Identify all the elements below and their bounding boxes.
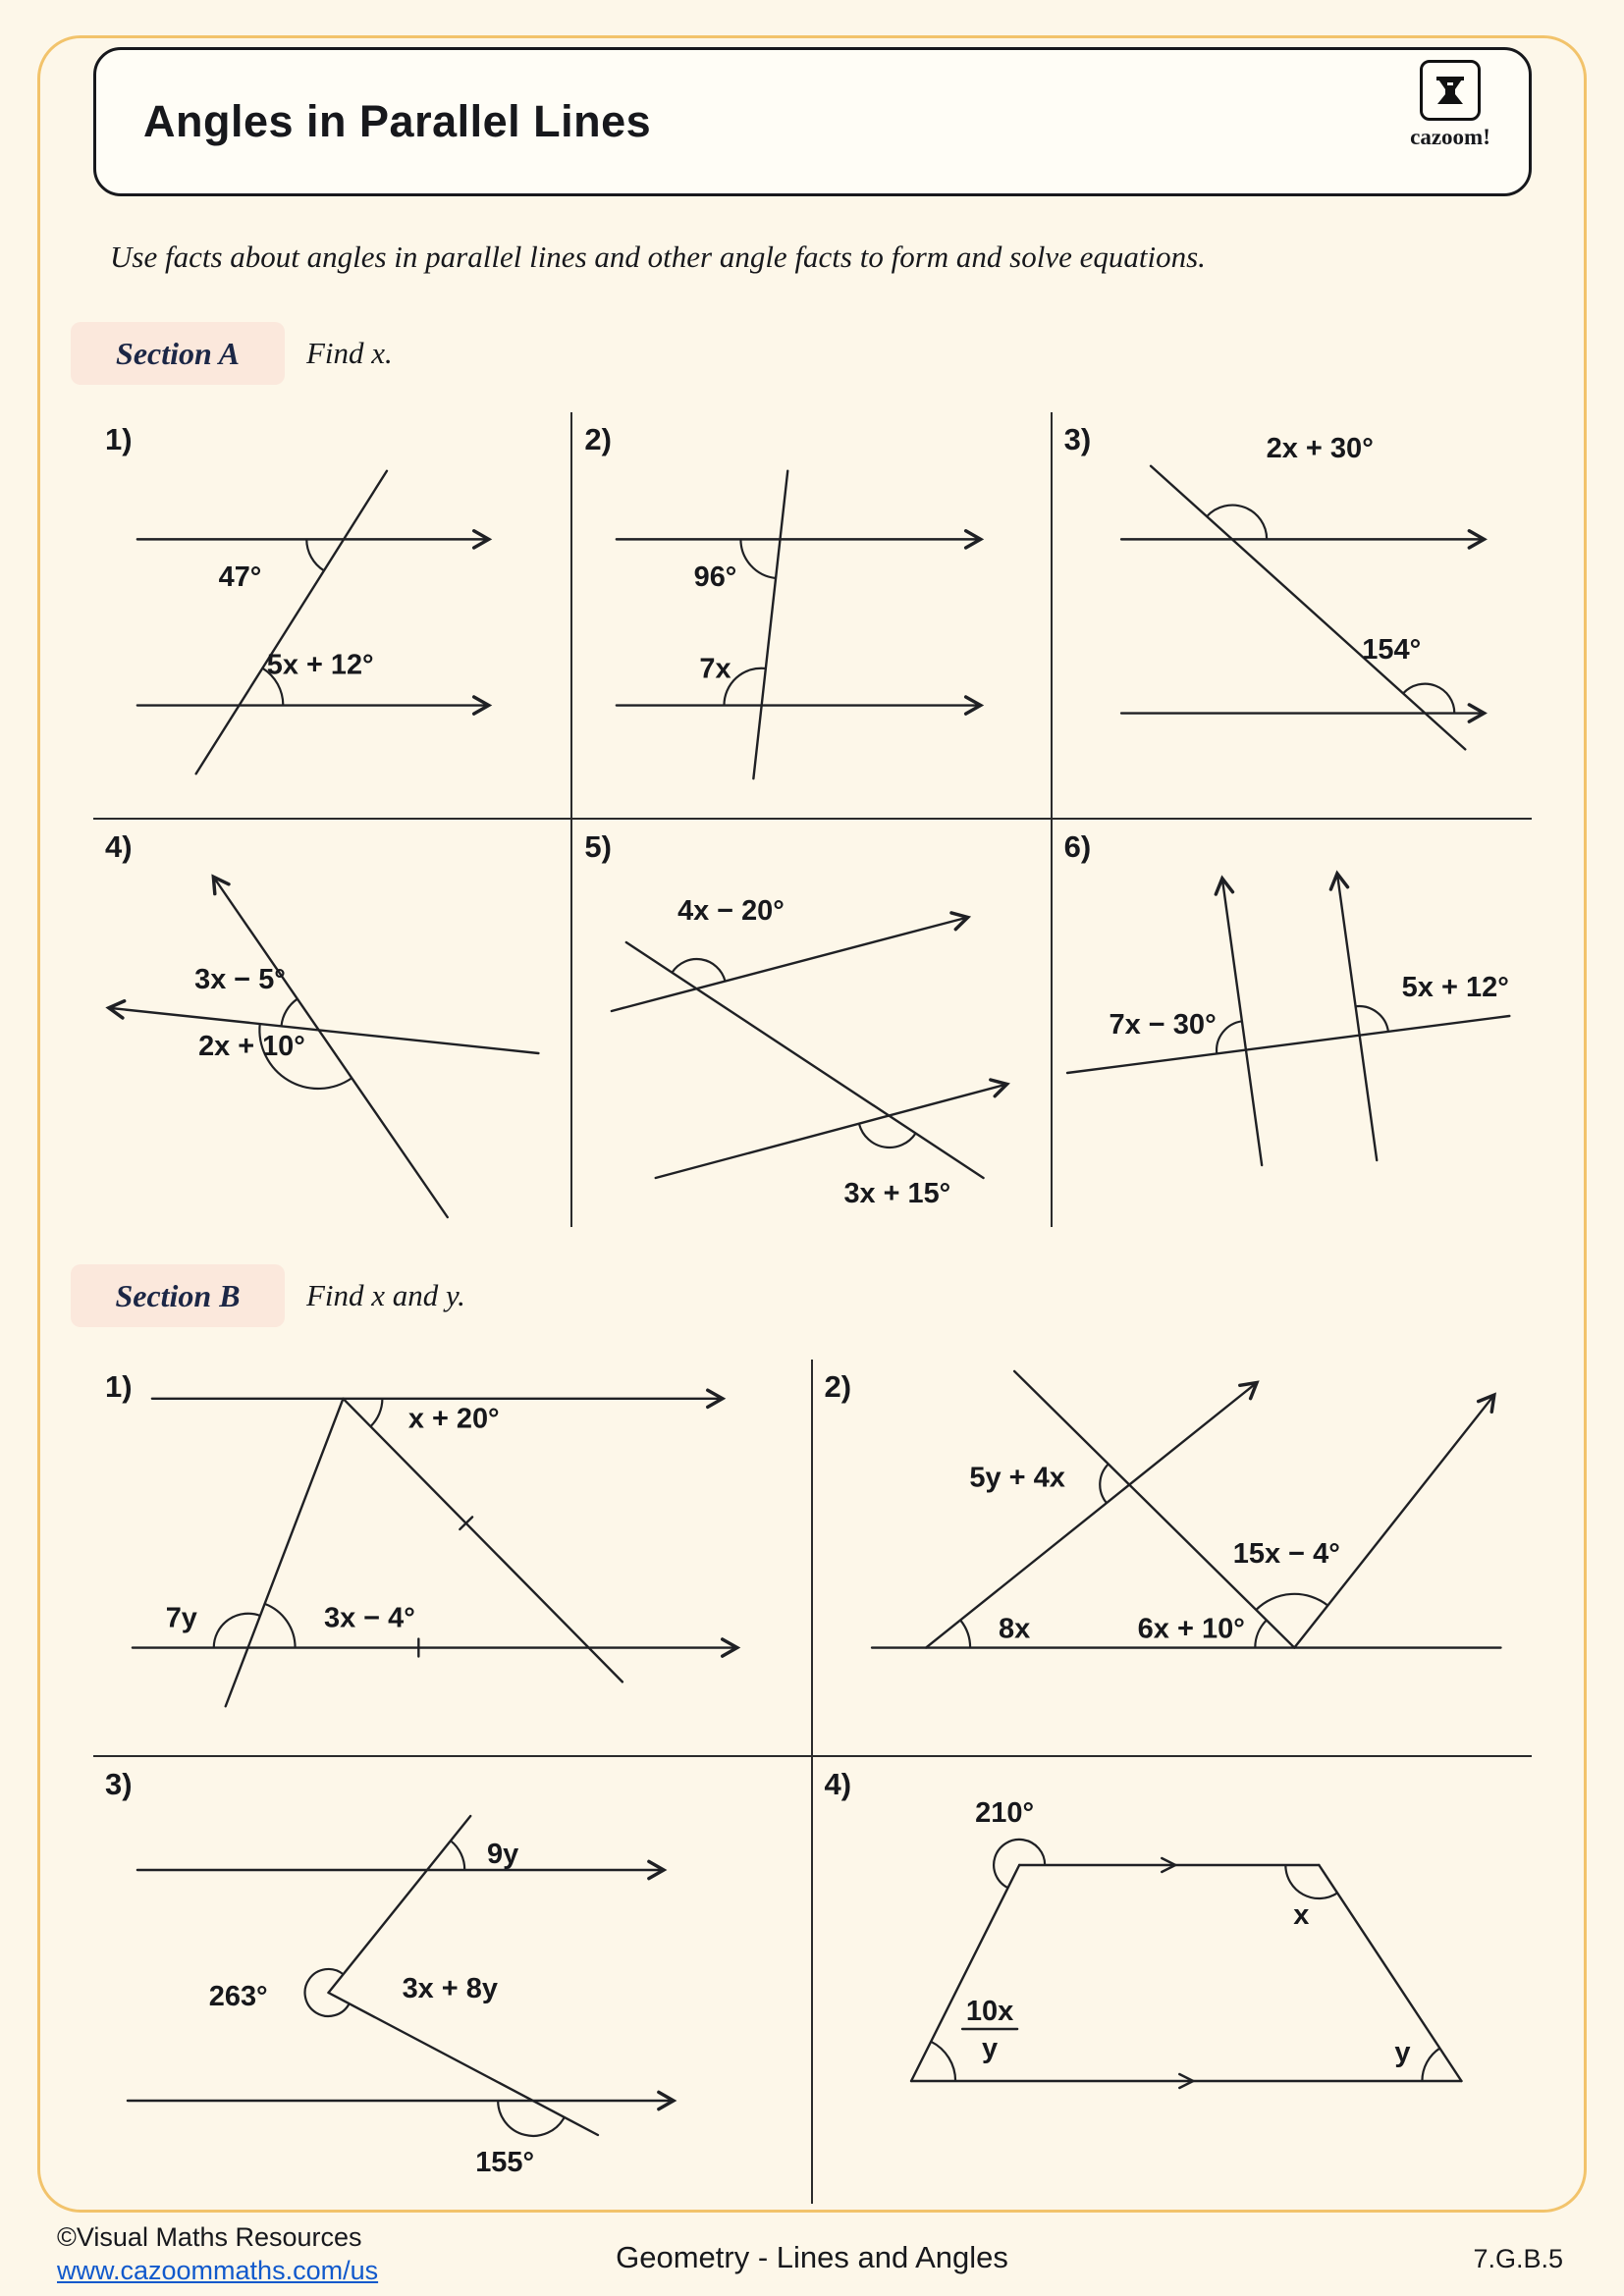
angle-arc bbox=[1355, 1006, 1388, 1032]
problem-a4-cell bbox=[93, 820, 572, 1227]
cazoom-logo-icon bbox=[1420, 60, 1481, 121]
problem-b2-cell bbox=[813, 1360, 1533, 1757]
angle-arc bbox=[931, 2042, 955, 2081]
crossing-line bbox=[111, 1008, 539, 1053]
angle-arc bbox=[1100, 1464, 1109, 1503]
fraction-denominator: y bbox=[981, 2033, 998, 2064]
angle-label: 47° bbox=[218, 561, 262, 594]
problem-a1-cell bbox=[93, 412, 572, 820]
problem-b4-cell bbox=[813, 1757, 1533, 2204]
section-a-grid bbox=[93, 412, 1532, 1227]
problem-a2-diagram bbox=[572, 412, 1050, 818]
problem-number: 3) bbox=[105, 1767, 133, 1801]
angle-label: 154° bbox=[1361, 633, 1421, 666]
angle-arc bbox=[370, 1399, 382, 1426]
problem-b1-diagram bbox=[93, 1360, 811, 1755]
problem-number: 2) bbox=[824, 1369, 852, 1404]
problem-a3-diagram bbox=[1053, 412, 1532, 818]
tick-marks bbox=[418, 1517, 472, 1656]
angle-label: x bbox=[1292, 1899, 1309, 1931]
section-b-label: Section B bbox=[71, 1264, 285, 1327]
problem-a3-cell bbox=[1053, 412, 1532, 820]
problem-number: 1) bbox=[105, 422, 133, 456]
problem-b2-diagram bbox=[813, 1360, 1533, 1755]
angle-label: 5x + 12° bbox=[266, 649, 374, 681]
problem-a2-cell bbox=[572, 412, 1052, 820]
cazoom-logo-text: cazoom! bbox=[1410, 125, 1490, 149]
angle-label: 3x + 15° bbox=[843, 1177, 951, 1210]
angle-label: 7x − 30° bbox=[1109, 1009, 1217, 1041]
problem-b3-diagram bbox=[93, 1757, 811, 2204]
website-link[interactable]: www.cazoommaths.com/us bbox=[57, 2256, 379, 2285]
problem-b3-cell bbox=[93, 1757, 813, 2204]
angle-arc bbox=[741, 539, 776, 578]
footer-topic: Geometry - Lines and Angles bbox=[616, 2240, 1008, 2274]
parallel-lines bbox=[617, 539, 979, 705]
problem-number: 4) bbox=[824, 1767, 852, 1801]
parallel-marks bbox=[1162, 1858, 1193, 2088]
section-a-label: Section A bbox=[71, 322, 285, 385]
parallel-lines bbox=[1121, 539, 1482, 713]
fraction-numerator: 10x bbox=[965, 1996, 1013, 2027]
angle-arc bbox=[994, 1840, 1045, 1888]
angle-label: 155° bbox=[475, 2146, 535, 2179]
copyright-text: ©Visual Maths Resources bbox=[57, 2222, 362, 2252]
angle-arc bbox=[498, 2101, 565, 2136]
angle-label: 8x bbox=[998, 1613, 1030, 1645]
drum-icon bbox=[1431, 71, 1470, 110]
problem-number: 1) bbox=[105, 1369, 133, 1404]
angle-label: 9y bbox=[487, 1838, 519, 1871]
transversal-line bbox=[626, 942, 984, 1178]
angle-label: 96° bbox=[693, 561, 737, 594]
page-title: Angles in Parallel Lines bbox=[143, 96, 652, 146]
problem-a6-cell bbox=[1053, 820, 1532, 1227]
parallel-transversals bbox=[1222, 876, 1377, 1165]
fraction-label bbox=[962, 1996, 1017, 2064]
angle-arc bbox=[960, 1620, 970, 1647]
parallel-lines bbox=[133, 1399, 735, 1648]
angle-arc bbox=[282, 999, 298, 1026]
crossing-line bbox=[1014, 1371, 1294, 1648]
standard-code: 7.G.B.5 bbox=[1473, 2244, 1563, 2273]
cazoom-logo bbox=[1401, 60, 1499, 150]
angle-label: 3x + 8y bbox=[402, 1972, 498, 2005]
worksheet-header bbox=[93, 47, 1532, 196]
angle-label: 2x + 30° bbox=[1266, 432, 1374, 464]
transversal-line bbox=[754, 471, 788, 778]
problem-b1-cell bbox=[93, 1360, 813, 1757]
angle-arc bbox=[1422, 2049, 1439, 2081]
angle-arc bbox=[1217, 1021, 1242, 1054]
worksheet-instruction: Use facts about angles in parallel lines and other angle facts to form and solve equations. bbox=[110, 240, 1206, 274]
ray-line bbox=[1294, 1397, 1492, 1648]
angle-arc bbox=[451, 1841, 464, 1870]
problem-a5-diagram bbox=[572, 820, 1050, 1227]
parallel-lines bbox=[612, 918, 1005, 1178]
angle-label: 3x − 4° bbox=[324, 1602, 415, 1634]
problem-a5-cell bbox=[572, 820, 1052, 1227]
section-b-task: Find x and y. bbox=[306, 1278, 465, 1312]
angle-label: 263° bbox=[208, 1980, 268, 2013]
problem-number: 4) bbox=[105, 829, 133, 864]
ray-line bbox=[926, 1384, 1255, 1648]
angle-label: 15x − 4° bbox=[1232, 1538, 1340, 1570]
problem-number: 6) bbox=[1063, 829, 1092, 864]
problem-a6-diagram bbox=[1053, 820, 1532, 1227]
angle-arc bbox=[265, 1604, 296, 1648]
angle-label: 7y bbox=[165, 1602, 197, 1634]
angle-label: x + 20° bbox=[407, 1403, 500, 1435]
problem-number: 2) bbox=[584, 422, 612, 456]
problem-a1-diagram bbox=[93, 412, 570, 818]
problem-number: 3) bbox=[1063, 422, 1092, 456]
transversal-line bbox=[196, 471, 387, 774]
angle-label: 4x − 20° bbox=[677, 894, 785, 928]
angle-label: 2x + 10° bbox=[198, 1030, 305, 1063]
transversal-line bbox=[1151, 466, 1465, 750]
angle-arc bbox=[1403, 684, 1454, 714]
section-a-task: Find x. bbox=[306, 336, 393, 370]
problem-b4-diagram bbox=[813, 1757, 1533, 2204]
angle-arc bbox=[1256, 1594, 1327, 1610]
problem-number: 5) bbox=[584, 829, 612, 864]
angle-label: 6x + 10° bbox=[1137, 1613, 1245, 1645]
angle-label: 3x − 5° bbox=[194, 963, 286, 996]
angle-label: 210° bbox=[974, 1797, 1034, 1829]
angle-label: 5y + 4x bbox=[968, 1462, 1065, 1494]
triangle-sides bbox=[226, 1399, 623, 1706]
angle-arc bbox=[306, 539, 324, 570]
angle-arc bbox=[1207, 506, 1267, 540]
angle-arc bbox=[1255, 1620, 1267, 1647]
section-b-grid bbox=[93, 1360, 1532, 2204]
angle-label: 7x bbox=[699, 653, 731, 685]
angle-label: y bbox=[1393, 2037, 1410, 2068]
problem-a4-diagram bbox=[93, 820, 570, 1227]
angle-label: 5x + 12° bbox=[1401, 972, 1509, 1003]
